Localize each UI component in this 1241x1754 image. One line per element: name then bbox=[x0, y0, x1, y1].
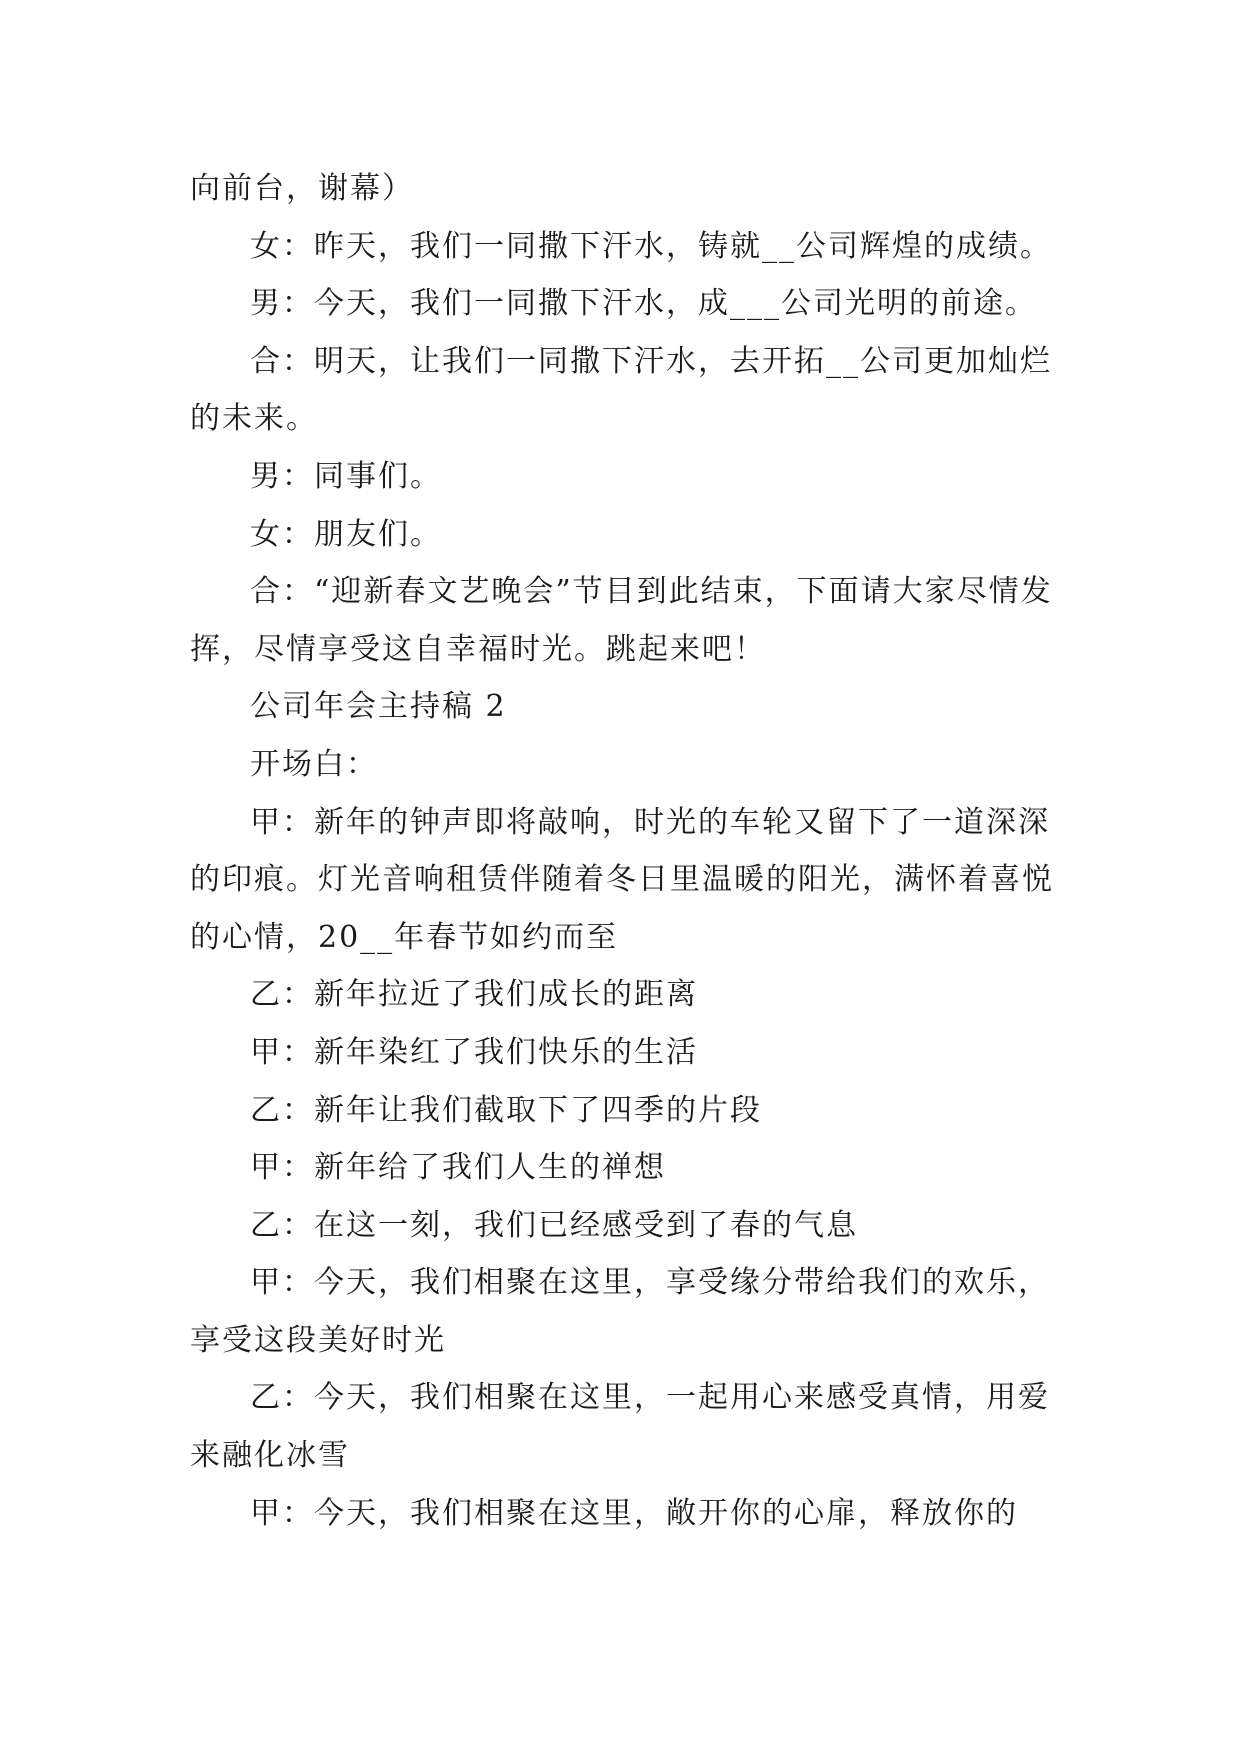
paragraph: 乙：新年拉近了我们成长的距离 bbox=[250, 977, 698, 1013]
paragraph: 合：“迎新春文艺晚会”节目到此结束，下面请大家尽情发挥，尽情享受这自幸福时光。跳起来吧！ bbox=[190, 574, 1053, 667]
paragraph: 合：明天，让我们一同撒下汗水，去开拓__公司更加灿烂的未来。 bbox=[190, 343, 1052, 437]
paragraph: 女：朋友们。 bbox=[250, 516, 442, 552]
paragraph: 乙：新年让我们截取下了四季的片段 bbox=[250, 1092, 762, 1128]
paragraph: 乙：在这一刻，我们已经感受到了春的气息 bbox=[250, 1207, 858, 1243]
paragraph: 甲：今天，我们相聚在这里，敞开你的心扉，释放你的 bbox=[250, 1495, 1018, 1531]
paragraph: 女：昨天，我们一同撒下汗水，铸就__公司辉煌的成绩。 bbox=[250, 228, 1052, 264]
paragraph: 甲：今天，我们相聚在这里，享受缘分带给我们的欢乐，享受这段美好时光 bbox=[190, 1265, 1050, 1358]
section-heading: 公司年会主持稿 2 bbox=[250, 689, 507, 725]
paragraph: 甲：新年染红了我们快乐的生活 bbox=[250, 1034, 698, 1070]
document-body bbox=[190, 160, 1070, 1542]
paragraph: 乙：今天，我们相聚在这里，一起用心来感受真情，用爱来融化冰雪 bbox=[190, 1380, 1050, 1474]
paragraph: 男：今天，我们一同撒下汗水，成___公司光明的前途。 bbox=[250, 286, 1037, 322]
paragraph: 向前台，谢幕） bbox=[190, 171, 414, 206]
paragraph: 男：同事们。 bbox=[250, 458, 442, 494]
paragraph: 甲：新年给了我们人生的禅想 bbox=[250, 1150, 666, 1186]
paragraph: 开场白： bbox=[250, 746, 378, 782]
paragraph: 甲：新年的钟声即将敲响，时光的车轮又留下了一道深深的印痕。灯光音响租赁伴随着冬日里温暖的阳光，满怀着喜悦的心情，20__年春节如约而至 bbox=[190, 804, 1054, 955]
